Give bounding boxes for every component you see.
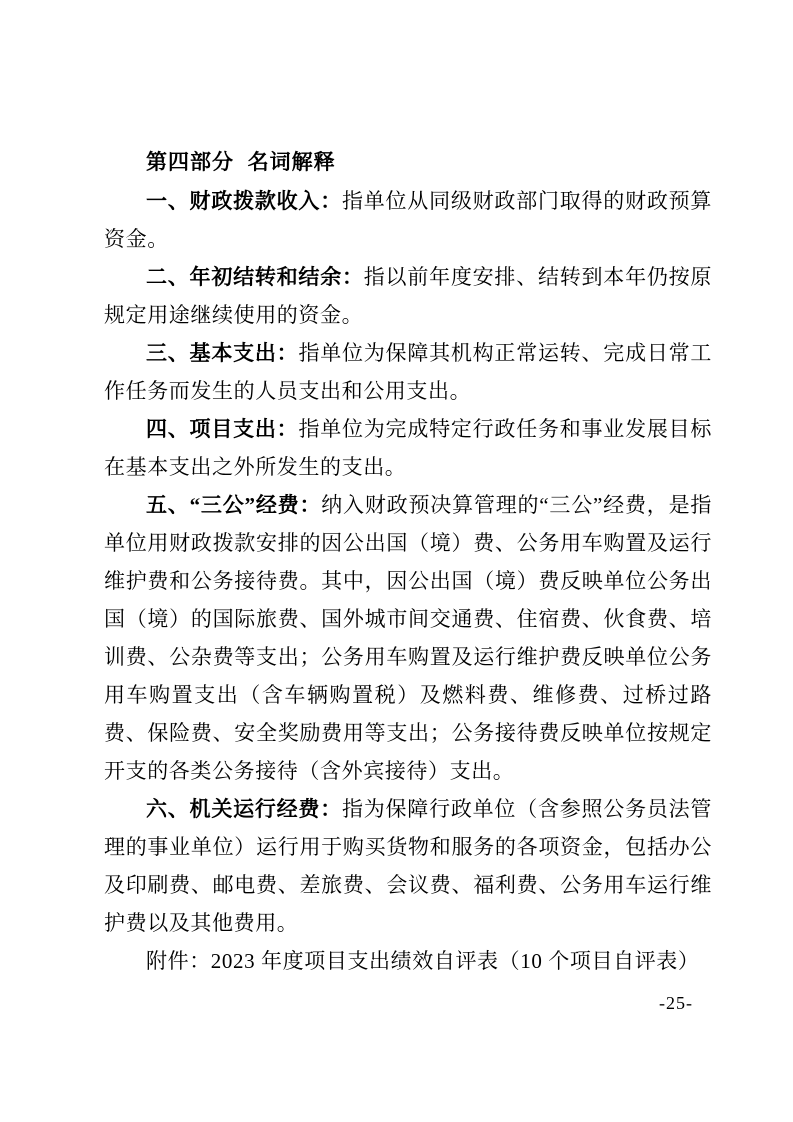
term-definition: 纳入财政预决算管理的“三公”经费，是指单位用财政拨款安排的因公出国（境）费、公务用车购置及运行维护费和公务接待费。其中，因公出国（境）费反映单位公务出国（境）的国际旅费、国外城市间交通费、住宿费、伙食费、培训费、公杂费等支出；公务用车购置及运行维护费反映单位公务用车购置支出（含车辆购置税）及燃料费、维修费、过桥过路费、保险费、安全奖励费用等支出；公务接待费反映单位按规定开支的各类公务接待（含外宾接待）支出。 [104,493,712,783]
term-definition: 指单位为保障其机构正常运转、完成日常工作任务而发生的人员支出和公用支出。 [104,341,712,403]
term-definition: 指为保障行政单位（含参照公务员法管理的事业单位）运行用于购买货物和服务的各项资金，包括办公及印刷费、邮电费、差旅费、会议费、福利费、公务用车运行维护费以及其他费用。 [104,797,712,935]
page-number: -25- [659,993,693,1013]
attachment-note: 附件：2023 年度项目支出绩效自评表（10 个项目自评表） [146,949,700,973]
term-label: 六、机关运行经费： [146,797,342,821]
term-paragraph [104,410,712,486]
term-definition: 指单位为完成特定行政任务和事业发展目标在基本支出之外所发生的支出。 [104,417,712,479]
term-label: 五、“三公”经费： [146,493,322,517]
term-paragraph [104,334,712,410]
term-label: 一、财政拨款收入： [146,189,342,213]
term-paragraph [104,790,712,942]
term-paragraph [104,258,712,334]
term-paragraph [104,182,712,258]
term-label: 四、项目支出： [146,417,299,441]
term-label: 二、年初结转和结余： [146,265,364,289]
section-title: 第四部分 名词解释 [146,151,336,174]
term-label: 三、基本支出： [146,341,299,365]
term-paragraph [104,486,712,790]
term-definition: 指以前年度安排、结转到本年仍按原规定用途继续使用的资金。 [104,265,712,327]
term-definition: 指单位从同级财政部门取得的财政预算资金。 [104,189,712,251]
